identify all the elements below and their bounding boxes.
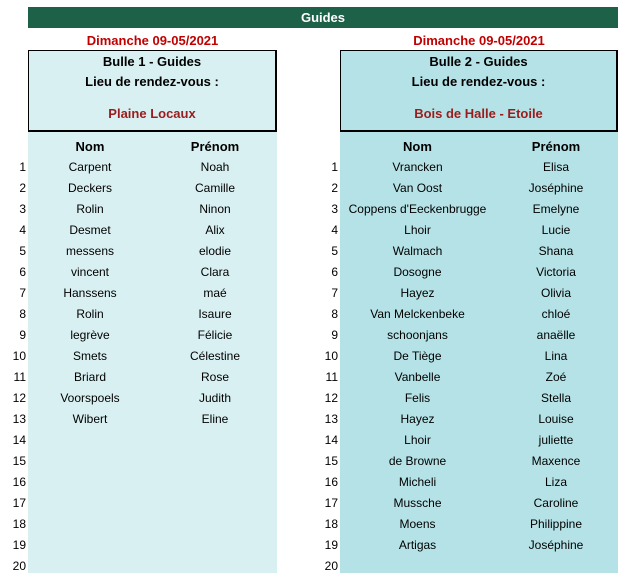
row-number: 19 [12,538,26,552]
prenom-cell: juliette [538,433,574,447]
row-number: 17 [12,496,26,510]
row-number: 15 [12,454,26,468]
table-row [0,514,634,535]
bubble-2-title: Bulle 2 - Guides [429,54,528,69]
nom-cell: Coppens d'Eeckenbrugge [348,202,487,216]
row-number: 1 [331,160,338,174]
nom-cell: Artigas [398,538,437,552]
row-number: 11 [13,370,26,384]
prenom-cell: Caroline [533,496,579,510]
table-row [0,556,634,577]
row-number: 10 [324,349,338,363]
nom-cell: Walmach [392,244,443,258]
row-number: 14 [324,433,338,447]
prenom-cell: Lucie [541,223,571,237]
row-number: 8 [19,307,26,321]
nom-cell: De Tiège [393,349,442,363]
table-row [0,157,634,178]
row-number: 12 [12,391,26,405]
nom-cell: Briard [73,370,106,384]
row-number: 3 [331,202,338,216]
nom-cell: Carpent [68,160,112,174]
table-row [0,199,634,220]
bubble-1-location: Plaine Locaux [108,106,196,121]
nom-cell: Hayez [400,412,435,426]
table-row [0,304,634,325]
prenom-cell: Alix [205,223,225,237]
row-number: 20 [324,559,338,573]
row-number: 1 [19,160,26,174]
table-row [0,451,634,472]
bubble-1-date: Dimanche 09-05/2021 [86,33,219,48]
prenom-cell: Liza [544,475,567,489]
prenom-cell: Zoé [545,370,567,384]
bubble-1-info-box [28,50,277,132]
nom-cell: Vanbelle [394,370,441,384]
prenom-cell: Clara [200,265,230,279]
row-number: 12 [324,391,338,405]
prenom-cell: Ninon [199,202,231,216]
row-number: 6 [331,265,338,279]
nom-cell: Rolin [76,202,104,216]
nom-cell: Moens [399,517,436,531]
bubble-2-location: Bois de Halle - Etoile [414,106,543,121]
bubble-1-prenom-header: Prénom [190,139,240,154]
row-number: 18 [324,517,338,531]
nom-cell: Felis [404,391,431,405]
prenom-cell: Célestine [189,349,241,363]
nom-cell: Deckers [67,181,112,195]
prenom-cell: Joséphine [528,181,584,195]
nom-cell: Voorspoels [60,391,120,405]
bubble-2-meeting-label: Lieu de rendez-vous : [411,74,546,89]
table-row [0,367,634,388]
row-number: 18 [12,517,26,531]
row-number: 14 [12,433,26,447]
prenom-cell: Stella [540,391,572,405]
nom-cell: vincent [70,265,110,279]
prenom-cell: chloé [541,307,571,321]
nom-cell: Micheli [398,475,437,489]
bubble-2-prenom-header: Prénom [531,139,581,154]
nom-cell: Van Melckenbeke [370,307,465,321]
prenom-cell: Eline [201,412,229,426]
row-number: 9 [19,328,26,342]
row-number: 19 [324,538,338,552]
prenom-cell: anaëlle [536,328,576,342]
row-number: 6 [19,265,26,279]
table-row [0,409,634,430]
row-number: 17 [324,496,338,510]
table-row [0,220,634,241]
row-number: 2 [19,181,26,195]
prenom-cell: Maxence [531,454,581,468]
prenom-cell: Lina [544,349,568,363]
prenom-cell: Elisa [542,160,569,174]
nom-cell: Lhoir [404,433,431,447]
nom-cell: Desmet [69,223,111,237]
bubble-2-nom-header: Nom [403,139,432,154]
row-number: 9 [331,328,338,342]
nom-cell: Wibert [72,412,108,426]
row-number: 11 [325,370,338,384]
table-row [0,325,634,346]
table-row [0,241,634,262]
nom-cell: Van Oost [392,181,443,195]
bubble-1-nom-header: Nom [75,139,105,154]
nom-cell: Hayez [400,286,435,300]
bubble-2-info-box [340,50,618,132]
prenom-cell: maé [203,286,227,300]
row-number: 4 [331,223,338,237]
row-number: 7 [19,286,26,300]
table-row [0,472,634,493]
row-number: 4 [19,223,26,237]
row-number: 13 [324,412,338,426]
bubble-1-title: Bulle 1 - Guides [102,54,202,69]
prenom-cell: elodie [198,244,232,258]
prenom-cell: Emelyne [532,202,580,216]
row-number: 20 [12,559,26,573]
nom-cell: Rolin [76,307,104,321]
row-number: 13 [12,412,26,426]
table-row [0,535,634,556]
nom-cell: Hanssens [63,286,117,300]
prenom-cell: Louise [538,412,574,426]
prenom-cell: Félicie [197,328,233,342]
nom-cell: Dosogne [393,265,442,279]
prenom-cell: Isaure [198,307,232,321]
nom-cell: Smets [72,349,107,363]
row-number: 10 [12,349,26,363]
row-number: 8 [331,307,338,321]
nom-cell: legrève [70,328,110,342]
row-number: 15 [324,454,338,468]
nom-cell: Lhoir [404,223,431,237]
bubble-2-date: Dimanche 09-05/2021 [413,33,545,48]
table-row [0,283,634,304]
bubble-2-list [0,157,634,577]
sheet-title: Guides [28,7,618,28]
table-row [0,493,634,514]
nom-cell: Mussche [393,496,442,510]
row-number: 2 [331,181,338,195]
nom-cell: schoonjans [387,328,448,342]
prenom-cell: Victoria [536,265,576,279]
table-row [0,388,634,409]
prenom-cell: Camille [194,181,235,195]
nom-cell: Vrancken [392,160,443,174]
prenom-cell: Shana [538,244,574,258]
prenom-cell: Judith [198,391,232,405]
bubble-1-meeting-label: Lieu de rendez-vous : [85,74,219,89]
nom-cell: messens [65,244,115,258]
prenom-cell: Noah [200,160,230,174]
row-number: 7 [331,286,338,300]
row-number: 3 [19,202,26,216]
prenom-cell: Rose [200,370,229,384]
table-row [0,430,634,451]
row-number: 5 [19,244,26,258]
row-number: 16 [12,475,26,489]
table-row [0,346,634,367]
table-row [0,178,634,199]
row-number: 5 [331,244,338,258]
prenom-cell: Joséphine [528,538,584,552]
nom-cell: de Browne [388,454,447,468]
row-number: 16 [324,475,338,489]
prenom-cell: Philippine [529,517,583,531]
prenom-cell: Olivia [540,286,571,300]
table-row [0,262,634,283]
